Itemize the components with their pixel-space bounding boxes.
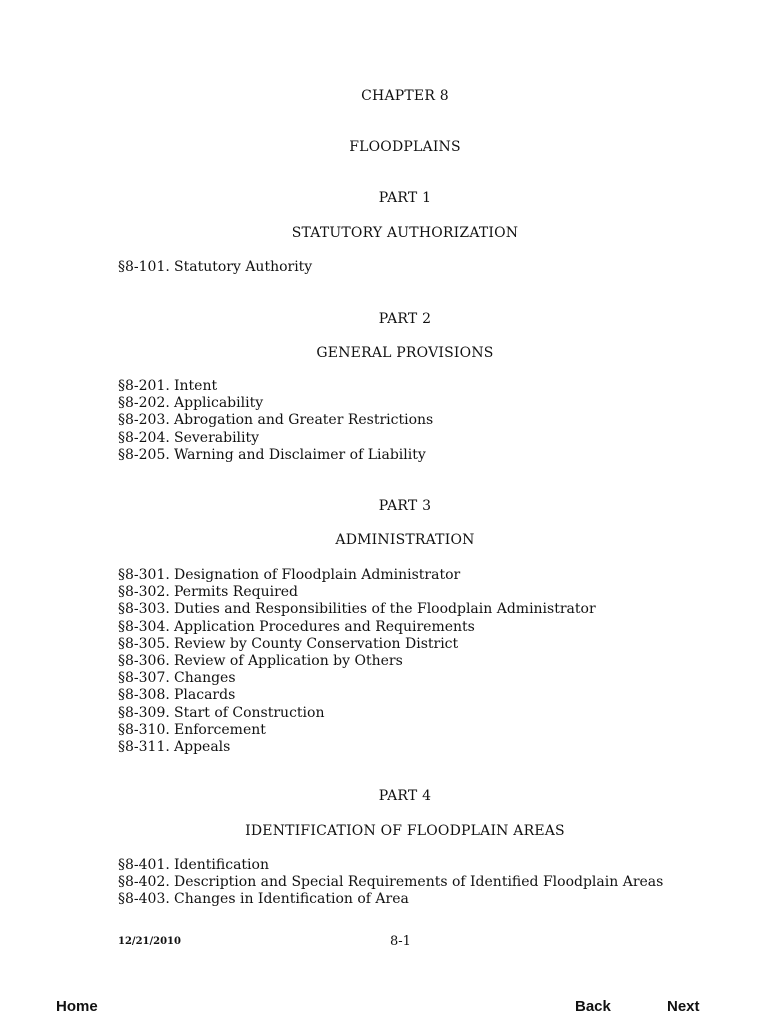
section-title: Abrogation and Greater Restrictions — [174, 412, 434, 429]
toc-entry — [118, 567, 596, 584]
toc-entry — [118, 891, 663, 908]
section-title: Review by County Conservation District — [174, 635, 459, 652]
part-1-heading: STATUTORY AUTHORIZATION — [291, 225, 519, 241]
section-number: §8-402. — [118, 874, 170, 891]
section-title: Placards — [174, 687, 236, 704]
toc-entry — [118, 874, 663, 891]
section-number: §8-203. — [118, 412, 170, 429]
toc-entry — [118, 259, 312, 276]
toc-entry — [118, 584, 596, 601]
part-1-section-list — [118, 259, 312, 276]
section-title: Statutory Authority — [174, 259, 313, 275]
section-number: §8-306. — [118, 653, 170, 670]
section-number: §8-310. — [118, 721, 170, 738]
part-3-label: PART 3 — [378, 498, 432, 514]
chapter-title: FLOODPLAINS — [349, 139, 461, 155]
toc-entry — [118, 447, 433, 464]
part-4-section-list — [118, 857, 663, 909]
section-number: §8-403. — [118, 891, 170, 908]
section-title: Start of Construction — [174, 704, 325, 721]
section-number: §8-401. — [118, 857, 170, 873]
section-title: Identification — [174, 857, 269, 873]
section-title: Changes — [174, 670, 236, 687]
toc-entry — [118, 705, 596, 722]
section-title: Applicability — [174, 395, 264, 412]
section-number: §8-101. — [118, 259, 170, 275]
section-number: §8-309. — [118, 704, 170, 721]
toc-entry — [118, 601, 596, 618]
toc-entry — [118, 670, 596, 687]
footer-page-number: 8-1 — [390, 934, 411, 949]
section-number: §8-303. — [118, 601, 170, 618]
toc-entry — [118, 857, 663, 874]
section-number: §8-307. — [118, 670, 170, 687]
section-number: §8-302. — [118, 584, 170, 601]
chapter-number: CHAPTER 8 — [361, 88, 449, 104]
section-number: §8-311. — [118, 739, 170, 756]
part-2-heading: GENERAL PROVISIONS — [316, 345, 494, 361]
section-number: §8-305. — [118, 635, 170, 652]
section-number: §8-304. — [118, 618, 170, 635]
section-title: Appeals — [174, 739, 231, 756]
toc-entry — [118, 722, 596, 739]
section-title: Enforcement — [174, 721, 266, 738]
section-number: §8-202. — [118, 395, 170, 412]
section-number: §8-204. — [118, 429, 170, 446]
part-2-section-list — [118, 378, 433, 464]
section-title: Severability — [174, 429, 260, 446]
section-number: §8-301. — [118, 567, 170, 583]
toc-entry — [118, 619, 596, 636]
section-title: Permits Required — [174, 584, 299, 601]
toc-entry — [118, 687, 596, 704]
next-link[interactable]: Next — [667, 998, 700, 1015]
section-title: Review of Application by Others — [174, 653, 403, 670]
home-link[interactable]: Home — [56, 998, 98, 1015]
section-title: Designation of Floodplain Administrator — [174, 567, 461, 583]
part-3-section-list — [118, 567, 596, 756]
part-4-label: PART 4 — [378, 788, 432, 804]
section-number: §8-205. — [118, 446, 170, 463]
toc-entry — [118, 378, 433, 395]
section-title: Application Procedures and Requirements — [174, 618, 475, 635]
footer-date: 12/21/2010 — [118, 936, 181, 947]
section-number: §8-201. — [118, 378, 170, 394]
toc-entry — [118, 395, 433, 412]
toc-entry — [118, 653, 596, 670]
section-title: Intent — [174, 378, 218, 394]
section-title: Duties and Responsibilities of the Floodplain Administrator — [174, 601, 596, 618]
section-title: Description and Special Requirements of Identified Floodplain Areas — [174, 874, 664, 891]
section-title: Changes in Identification of Area — [174, 891, 409, 908]
back-link[interactable]: Back — [575, 998, 611, 1015]
section-number: §8-308. — [118, 687, 170, 704]
section-title: Warning and Disclaimer of Liability — [174, 446, 426, 463]
part-1-label: PART 1 — [378, 190, 432, 206]
part-3-heading: ADMINISTRATION — [335, 532, 475, 548]
toc-entry — [118, 412, 433, 429]
toc-entry — [118, 430, 433, 447]
part-2-label: PART 2 — [378, 311, 432, 327]
toc-entry — [118, 739, 596, 756]
part-4-heading: IDENTIFICATION OF FLOODPLAIN AREAS — [245, 823, 565, 839]
toc-entry — [118, 636, 596, 653]
